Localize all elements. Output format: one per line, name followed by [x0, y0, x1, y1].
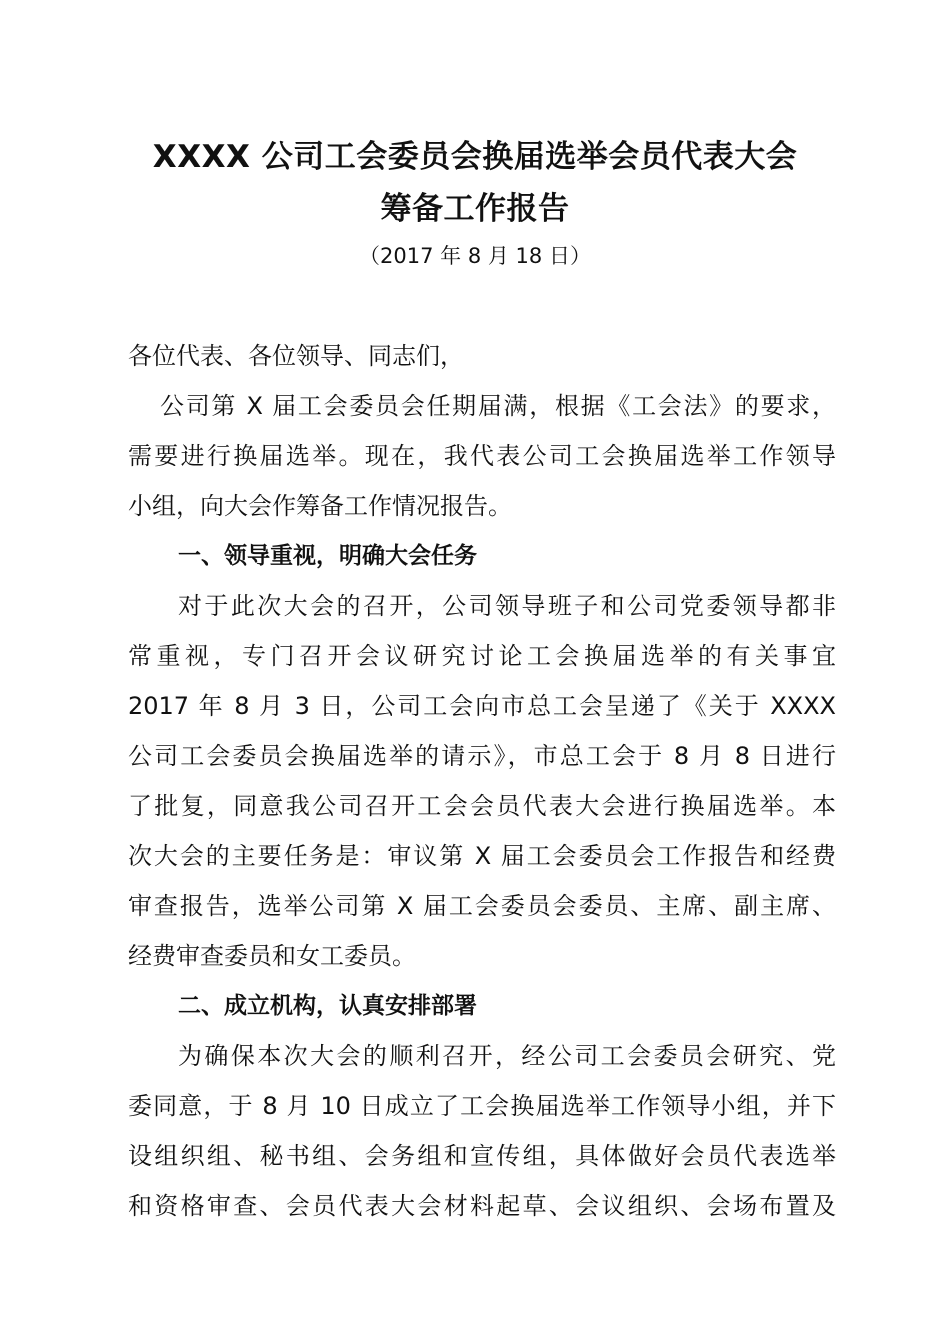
document-title-line-1: XXXX 公司工会委员会换届选举会员代表大会	[152, 139, 798, 175]
paragraph-line: 2017 年 8 月 3 日，公司工会向市总工会呈递了《关于 XXXX	[128, 692, 836, 720]
document-title-line-2: 筹备工作报告	[380, 191, 570, 227]
paragraph-line: 审查报告，选举公司第 X 届工会委员会委员、主席、副主席、	[128, 892, 836, 920]
salutation: 各位代表、各位领导、同志们，	[128, 342, 464, 370]
paragraph-line: 次大会的主要任务是：审议第 X 届工会委员会工作报告和经费	[128, 842, 836, 870]
paragraph-line: 设组织组、秘书组、会务组和宣传组，具体做好会员代表选举	[128, 1142, 836, 1170]
paragraph-line: 为确保本次大会的顺利召开，经公司工会委员会研究、党	[178, 1042, 836, 1070]
intro-line: 小组，向大会作筹备工作情况报告。	[128, 492, 512, 520]
intro-line: 需要进行换届选举。现在，我代表公司工会换届选举工作领导	[128, 442, 836, 470]
paragraph-line: 常重视，专门召开会议研究讨论工会换届选举的有关事宜	[128, 642, 836, 670]
paragraph-line: 公司工会委员会换届选举的请示》，市总工会于 8 月 8 日进行	[128, 742, 836, 770]
intro-line: 公司第 X 届工会委员会任期届满，根据《工会法》的要求，	[160, 392, 836, 420]
paragraph-line: 经费审查委员和女工委员。	[128, 942, 416, 970]
paragraph-line: 对于此次大会的召开，公司领导班子和公司党委领导都非	[178, 592, 836, 620]
document-date: （2017 年 8 月 18 日）	[359, 244, 591, 268]
section-2-heading: 二、成立机构，认真安排部署	[178, 993, 477, 1019]
paragraph-line: 委同意，于 8 月 10 日成立了工会换届选举工作领导小组，并下	[128, 1092, 836, 1120]
section-1-heading: 一、领导重视，明确大会任务	[178, 543, 477, 569]
paragraph-line: 了批复，同意我公司召开工会会员代表大会进行换届选举。本	[128, 792, 836, 820]
paragraph-line: 和资格审查、会员代表大会材料起草、会议组织、会场布置及	[128, 1192, 836, 1220]
